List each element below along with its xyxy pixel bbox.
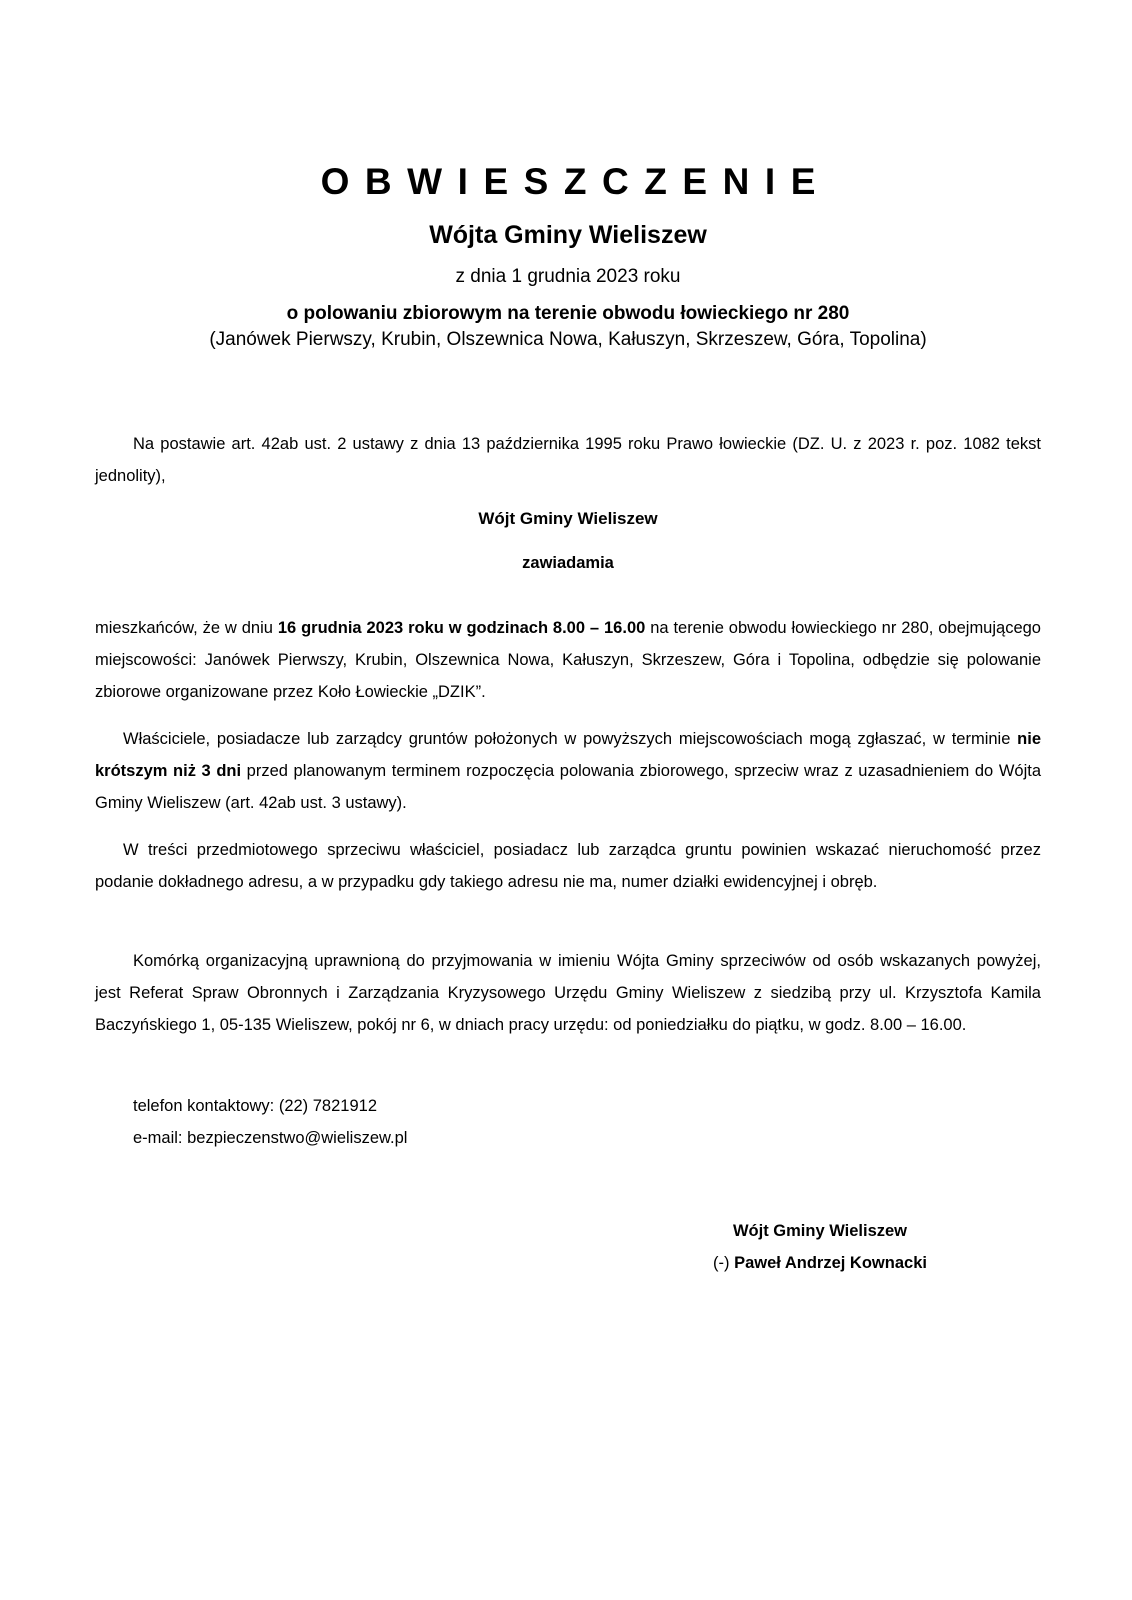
- contact-email: e-mail: bezpieczenstwo@wieliszew.pl: [133, 1129, 408, 1147]
- document-title: OBWIESZCZENIE: [320, 161, 831, 202]
- action-heading: zawiadamia: [522, 554, 614, 572]
- document-page: [95, 0, 1041, 1600]
- signature-prefix: (-): [713, 1254, 735, 1272]
- signature-name: Paweł Andrzej Kownacki: [734, 1254, 927, 1272]
- signature-block: [690, 1215, 950, 1279]
- contact-phone: telefon kontaktowy: (22) 7821912: [133, 1097, 377, 1115]
- authority-heading: Wójt Gminy Wieliszew: [478, 509, 658, 528]
- objection-paragraph: [95, 723, 1041, 819]
- signature-line: [690, 1247, 950, 1279]
- document-subject: o polowaniu zbiorowym na terenie obwodu łowieckiego nr 280: [286, 303, 850, 324]
- document-issuer: Wójta Gminy Wieliszew: [429, 221, 707, 249]
- hunt-date-bold: 16 grudnia 2023 roku w godzinach 8.00 – 16.00: [277, 619, 646, 637]
- inform-text-part1: mieszkańców, że w dniu: [95, 619, 278, 637]
- document-villages: (Janówek Pierwszy, Krubin, Olszewnica Nowa, Kałuszyn, Skrzeszew, Góra, Topolina): [209, 329, 927, 350]
- objection-content-paragraph: W treści przedmiotowego sprzeciwu właściciel, posiadacz lub zarządca gruntu powinien wskazać nieruchomość przez podanie dokładnego adresu, a w przypadku gdy takiego adresu nie ma, numer działki ewidencyjnej i obręb.: [95, 841, 1041, 891]
- objection-term-bold: nie krótszym niż 3 dni: [95, 730, 1041, 780]
- signature-title: Wójt Gminy Wieliszew: [732, 1222, 908, 1240]
- legal-basis-paragraph: Na postawie art. 42ab ust. 2 ustawy z dnia 13 października 1995 roku Prawo łowieckie (DZ. U. z 2023 r. poz. 1082 tekst jednolity),: [95, 435, 1041, 485]
- owners-text-part1: Właściciele, posiadacze lub zarządcy gruntów położonych w powyższych miejscowościach mogą zgłaszać, w terminie: [123, 730, 1018, 748]
- contact-block: [133, 1090, 407, 1154]
- inform-text-part2: na terenie obwodu łowieckiego nr 280, obejmującego miejscowości: Janówek Pierwszy, Krubin, Olszewnica Nowa, Kałuszyn, Skrzeszew, Góra i Topolina, odbędzie się polowanie zbiorowe organizowane przez Koło Łowieckie „DZIK”.: [95, 619, 1041, 701]
- owners-text-part2: przed planowanym terminem rozpoczęcia polowania zbiorowego, sprzeciw wraz z uzasadnieniem do Wójta Gminy Wieliszew (art. 42ab ust. 3 ustawy).: [95, 762, 1042, 812]
- document-date: z dnia 1 grudnia 2023 roku: [455, 266, 681, 287]
- hunt-information-paragraph: [95, 612, 1041, 708]
- organizational-unit-paragraph: Komórką organizacyjną uprawnioną do przyjmowania w imieniu Wójta Gminy sprzeciwów od osób wskazanych powyżej, jest Referat Spraw Obronnych i Zarządzania Kryzysowego Urzędu Gminy Wieliszew z siedzibą przy ul. Krzysztofa Kamila Baczyńskiego 1, 05-135 Wieliszew, pokój nr 6, w dniach pracy urzędu: od poniedziałku do piątku, w godz. 8.00 – 16.00.: [95, 952, 1041, 1034]
